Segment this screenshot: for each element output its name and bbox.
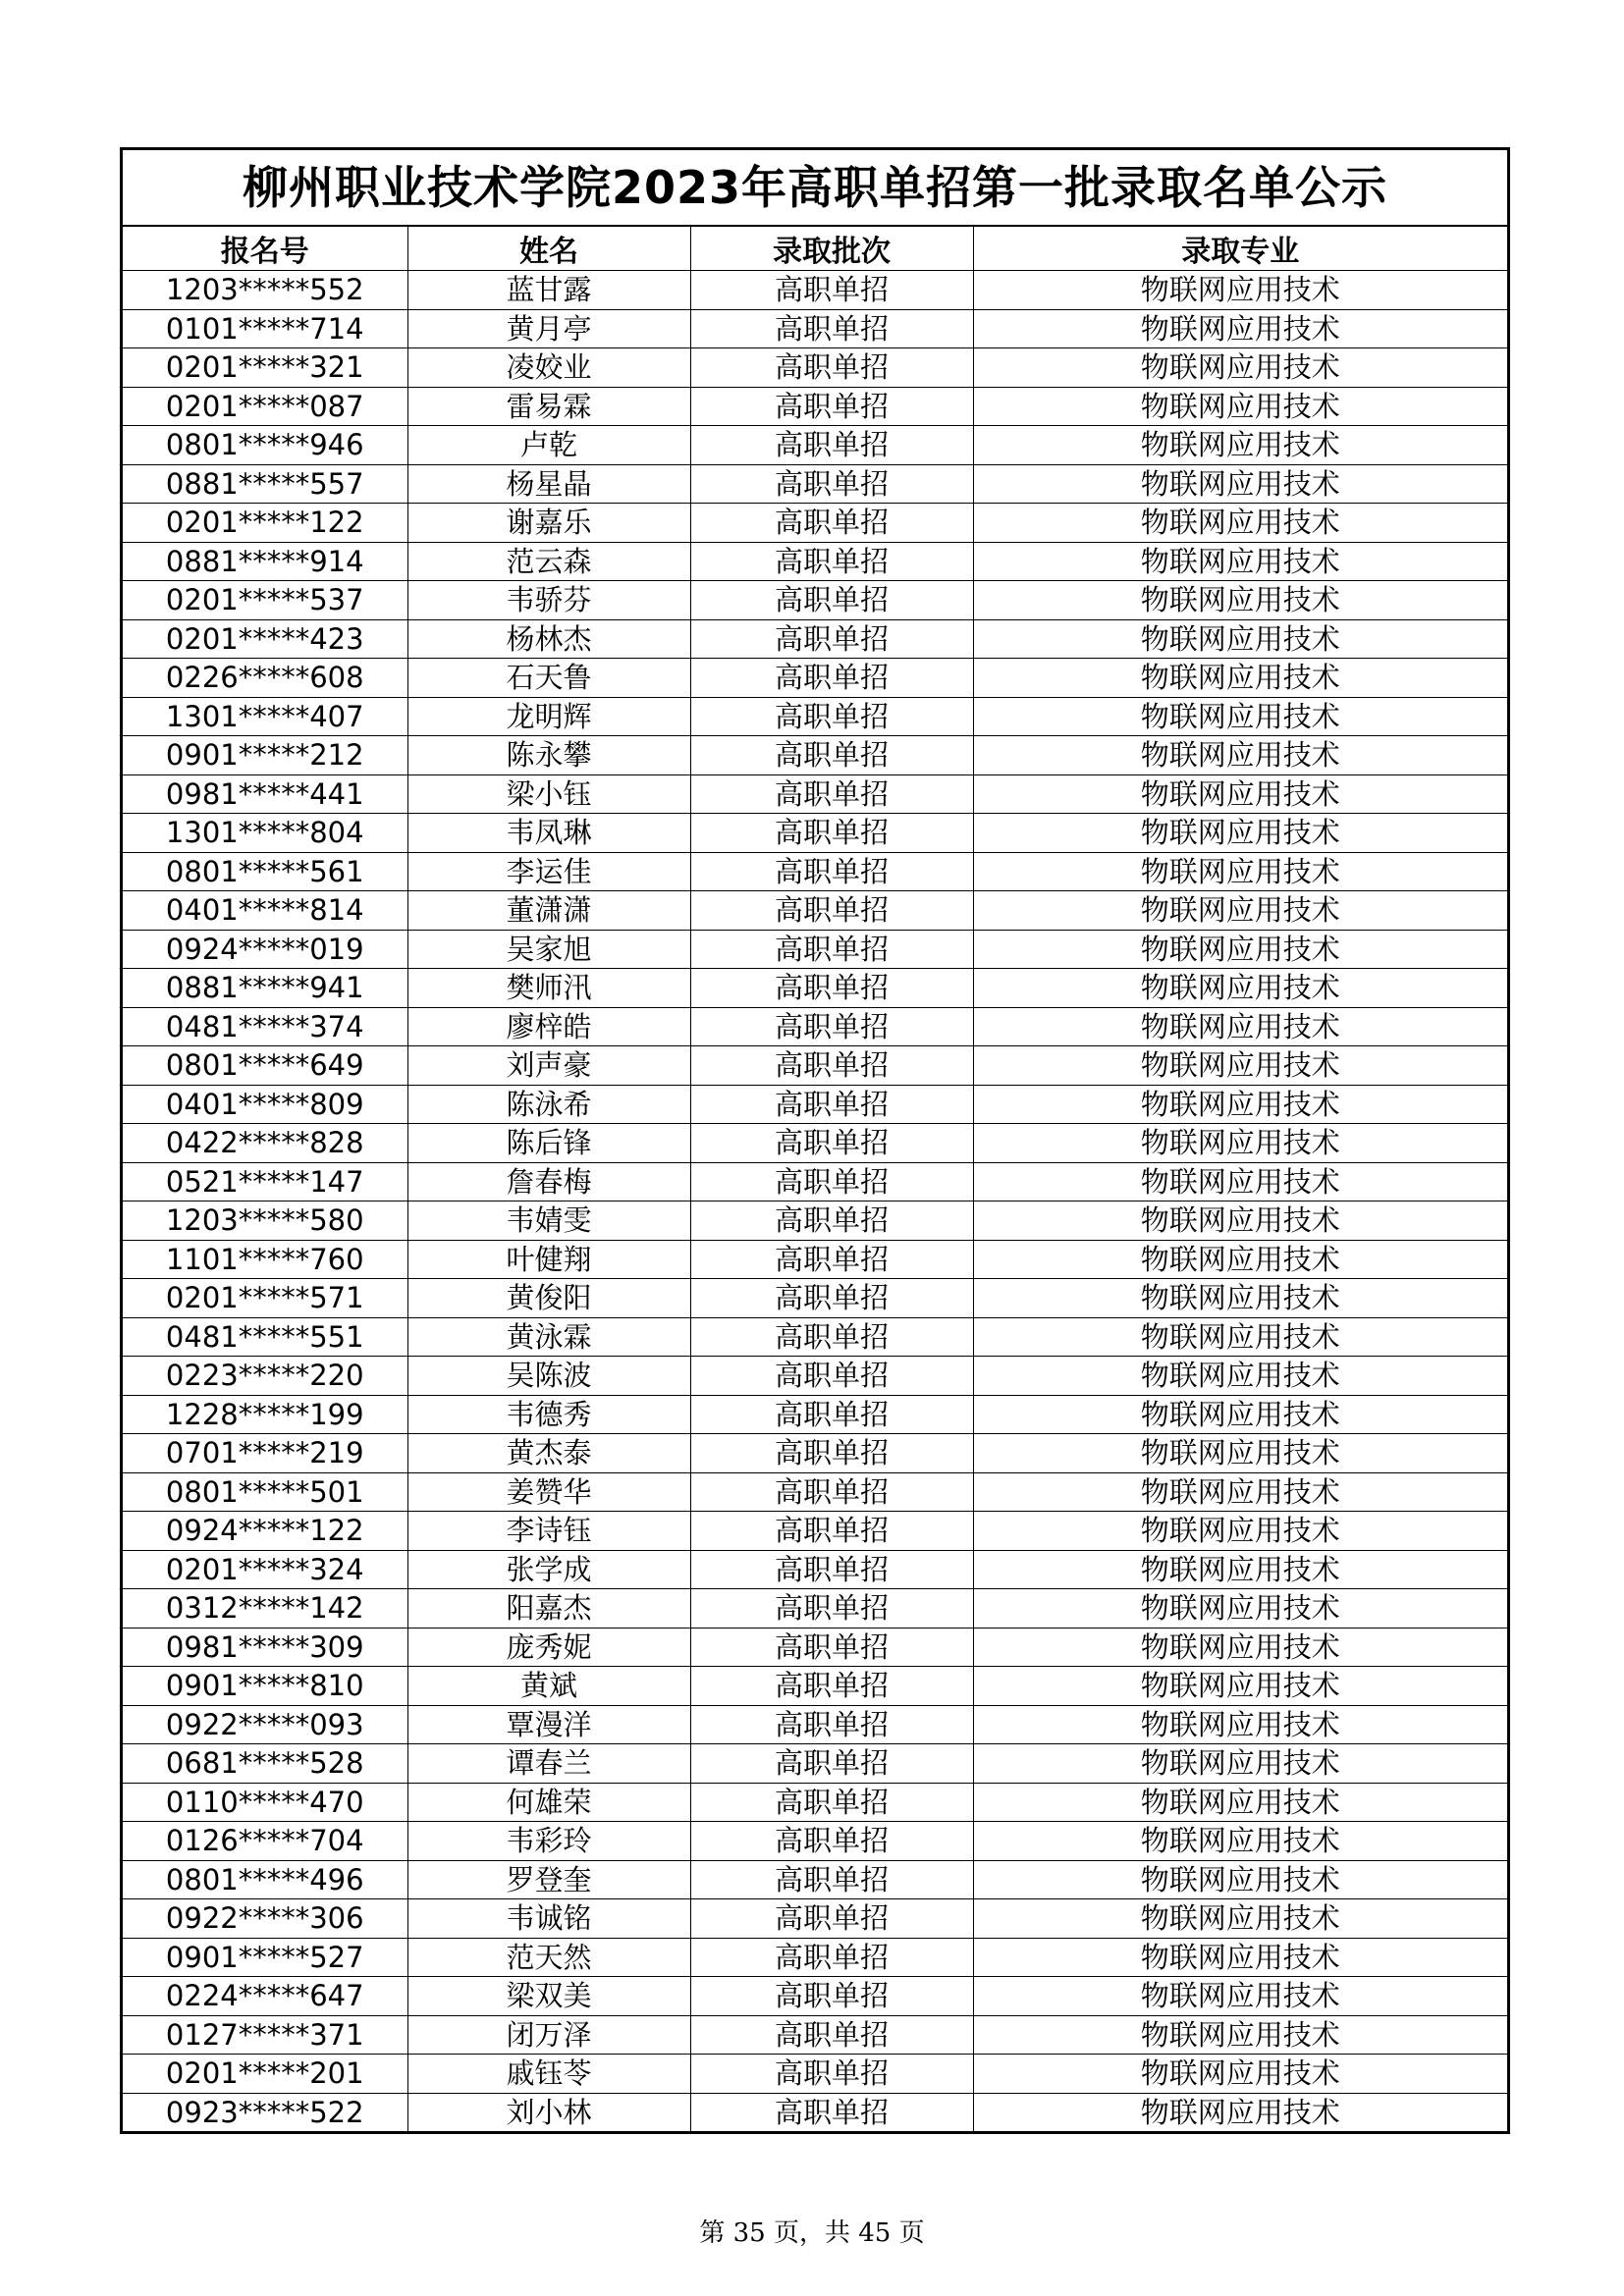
student-name-cell: 陈泳希 [407, 1085, 690, 1124]
registration-number-cell: 0881*****557 [123, 464, 407, 504]
admission-major-cell: 物联网应用技术 [973, 1705, 1507, 1744]
table-row [123, 1783, 1507, 1822]
admission-major-cell: 物联网应用技术 [973, 464, 1507, 504]
admission-major-cell: 物联网应用技术 [973, 930, 1507, 969]
table-row [123, 1279, 1507, 1318]
registration-number-cell: 0127*****371 [123, 2015, 407, 2055]
registration-number-cell: 0401*****814 [123, 891, 407, 931]
admission-major-cell: 物联网应用技术 [973, 426, 1507, 465]
admission-major-cell: 物联网应用技术 [973, 1085, 1507, 1124]
registration-number-cell: 0201*****201 [123, 2055, 407, 2094]
student-name-cell: 黄杰泰 [407, 1434, 690, 1473]
table-row [123, 814, 1507, 853]
admission-major-cell: 物联网应用技术 [973, 697, 1507, 736]
registration-number-cell: 0110*****470 [123, 1783, 407, 1822]
table-row [123, 1589, 1507, 1629]
table-row [123, 464, 1507, 504]
registration-number-cell: 0481*****374 [123, 1007, 407, 1046]
table-header-row [123, 227, 1507, 271]
student-name-cell: 黄俊阳 [407, 1279, 690, 1318]
admission-major-cell: 物联网应用技术 [973, 1667, 1507, 1706]
registration-number-cell: 0312*****142 [123, 1589, 407, 1629]
admission-major-cell: 物联网应用技术 [973, 619, 1507, 659]
student-name-cell: 何雄荣 [407, 1783, 690, 1822]
admission-batch-cell: 高职单招 [690, 2055, 973, 2094]
admission-batch-cell: 高职单招 [690, 891, 973, 931]
student-name-cell: 刘小林 [407, 2093, 690, 2131]
admission-major-cell: 物联网应用技术 [973, 1783, 1507, 1822]
table-row [123, 1472, 1507, 1512]
admission-batch-cell: 高职单招 [690, 1589, 973, 1629]
admission-batch-cell: 高职单招 [690, 852, 973, 891]
admission-batch-cell: 高职单招 [690, 774, 973, 814]
registration-number-cell: 0901*****527 [123, 1938, 407, 1977]
document-title: 柳州职业技术学院2023年高职单招第一批录取名单公示 [123, 150, 1507, 227]
admission-batch-cell: 高职单招 [690, 1240, 973, 1279]
admission-batch-cell: 高职单招 [690, 387, 973, 426]
admission-batch-cell: 高职单招 [690, 1357, 973, 1396]
admission-batch-cell: 高职单招 [690, 1860, 973, 1899]
table-row [123, 1085, 1507, 1124]
admission-batch-cell: 高职单招 [690, 1977, 973, 2016]
admission-major-cell: 物联网应用技术 [973, 1046, 1507, 1086]
admission-batch-cell: 高职单招 [690, 1162, 973, 1201]
admission-major-cell: 物联网应用技术 [973, 1162, 1507, 1201]
registration-number-cell: 0201*****324 [123, 1550, 407, 1589]
admission-major-cell: 物联网应用技术 [973, 659, 1507, 698]
admission-batch-cell: 高职单招 [690, 1317, 973, 1357]
student-name-cell: 罗登奎 [407, 1860, 690, 1899]
admission-batch-cell: 高职单招 [690, 348, 973, 388]
admission-major-cell: 物联网应用技术 [973, 1550, 1507, 1589]
table-row [123, 1899, 1507, 1939]
table-row [123, 930, 1507, 969]
admission-batch-cell: 高职单招 [690, 504, 973, 543]
table-row [123, 504, 1507, 543]
admission-major-cell: 物联网应用技术 [973, 387, 1507, 426]
column-header-admission-batch: 录取批次 [690, 227, 973, 271]
table-row [123, 969, 1507, 1008]
admission-major-cell: 物联网应用技术 [973, 1938, 1507, 1977]
admission-major-cell: 物联网应用技术 [973, 2015, 1507, 2055]
table-row [123, 348, 1507, 388]
table-row [123, 659, 1507, 698]
student-name-cell: 梁小钰 [407, 774, 690, 814]
admission-major-cell: 物联网应用技术 [973, 1240, 1507, 1279]
admission-major-cell: 物联网应用技术 [973, 1822, 1507, 1861]
table-row [123, 1046, 1507, 1086]
admission-major-cell: 物联网应用技术 [973, 504, 1507, 543]
table-row [123, 1705, 1507, 1744]
student-name-cell: 韦彩玲 [407, 1822, 690, 1861]
admission-batch-cell: 高职单招 [690, 697, 973, 736]
admission-major-cell: 物联网应用技术 [973, 2093, 1507, 2131]
table-row [123, 1395, 1507, 1434]
admission-major-cell: 物联网应用技术 [973, 852, 1507, 891]
registration-number-cell: 0923*****522 [123, 2093, 407, 2131]
admission-major-cell: 物联网应用技术 [973, 1434, 1507, 1473]
admission-batch-cell: 高职单招 [690, 1472, 973, 1512]
table-row [123, 736, 1507, 775]
student-name-cell: 董潇潇 [407, 891, 690, 931]
student-name-cell: 雷易霖 [407, 387, 690, 426]
table-row [123, 1667, 1507, 1706]
registration-number-cell: 0924*****019 [123, 930, 407, 969]
table-row [123, 581, 1507, 620]
table-row [123, 2015, 1507, 2055]
student-name-cell: 叶健翔 [407, 1240, 690, 1279]
admission-major-cell: 物联网应用技术 [973, 1279, 1507, 1318]
admission-batch-cell: 高职单招 [690, 1899, 973, 1939]
table-row [123, 1938, 1507, 1977]
registration-number-cell: 0226*****608 [123, 659, 407, 698]
student-name-cell: 韦诚铭 [407, 1899, 690, 1939]
registration-number-cell: 0801*****649 [123, 1046, 407, 1086]
table-body [123, 271, 1507, 2132]
admission-major-cell: 物联网应用技术 [973, 891, 1507, 931]
admission-major-cell: 物联网应用技术 [973, 1628, 1507, 1667]
registration-number-cell: 0901*****810 [123, 1667, 407, 1706]
admission-major-cell: 物联网应用技术 [973, 1124, 1507, 1163]
registration-number-cell: 0201*****571 [123, 1279, 407, 1318]
table-row [123, 387, 1507, 426]
registration-number-cell: 0801*****501 [123, 1472, 407, 1512]
registration-number-cell: 0201*****537 [123, 581, 407, 620]
student-name-cell: 张学成 [407, 1550, 690, 1589]
registration-number-cell: 0224*****647 [123, 1977, 407, 2016]
registration-number-cell: 0481*****551 [123, 1317, 407, 1357]
registration-number-cell: 0201*****087 [123, 387, 407, 426]
column-header-name: 姓名 [407, 227, 690, 271]
admission-batch-cell: 高职单招 [690, 1822, 973, 1861]
student-name-cell: 谢嘉乐 [407, 504, 690, 543]
student-name-cell: 覃漫洋 [407, 1705, 690, 1744]
registration-number-cell: 0981*****309 [123, 1628, 407, 1667]
student-name-cell: 蓝甘露 [407, 271, 690, 310]
table-row [123, 1357, 1507, 1396]
admission-batch-cell: 高职单招 [690, 1395, 973, 1434]
admission-batch-cell: 高职单招 [690, 426, 973, 465]
admission-major-cell: 物联网应用技术 [973, 1744, 1507, 1784]
admission-batch-cell: 高职单招 [690, 1085, 973, 1124]
table-row [123, 309, 1507, 348]
registration-number-cell: 0401*****809 [123, 1085, 407, 1124]
admission-major-cell: 物联网应用技术 [973, 2055, 1507, 2094]
admission-batch-cell: 高职单招 [690, 1705, 973, 1744]
registration-number-cell: 1228*****199 [123, 1395, 407, 1434]
admission-major-cell: 物联网应用技术 [973, 1472, 1507, 1512]
registration-number-cell: 0922*****306 [123, 1899, 407, 1939]
student-name-cell: 李运佳 [407, 852, 690, 891]
registration-number-cell: 0422*****828 [123, 1124, 407, 1163]
student-name-cell: 陈永攀 [407, 736, 690, 775]
admission-major-cell: 物联网应用技术 [973, 736, 1507, 775]
registration-number-cell: 0801*****561 [123, 852, 407, 891]
student-name-cell: 廖梓皓 [407, 1007, 690, 1046]
student-name-cell: 石天鲁 [407, 659, 690, 698]
admission-major-cell: 物联网应用技术 [973, 1899, 1507, 1939]
table-row [123, 1744, 1507, 1784]
table-row [123, 1822, 1507, 1861]
student-name-cell: 黄泳霖 [407, 1317, 690, 1357]
admission-batch-cell: 高职单招 [690, 1512, 973, 1551]
admission-batch-cell: 高职单招 [690, 581, 973, 620]
student-name-cell: 吴家旭 [407, 930, 690, 969]
student-name-cell: 庞秀妮 [407, 1628, 690, 1667]
registration-number-cell: 1301*****804 [123, 814, 407, 853]
table-row [123, 1317, 1507, 1357]
admission-batch-cell: 高职单招 [690, 1550, 973, 1589]
admission-batch-cell: 高职单招 [690, 736, 973, 775]
student-name-cell: 范天然 [407, 1938, 690, 1977]
admission-batch-cell: 高职单招 [690, 1434, 973, 1473]
admission-batch-cell: 高职单招 [690, 619, 973, 659]
admission-batch-cell: 高职单招 [690, 659, 973, 698]
admission-batch-cell: 高职单招 [690, 1007, 973, 1046]
table-row [123, 542, 1507, 581]
registration-number-cell: 0521*****147 [123, 1162, 407, 1201]
student-name-cell: 韦德秀 [407, 1395, 690, 1434]
table-row [123, 1162, 1507, 1201]
page-footer: 第 35 页，共 45 页 [699, 2218, 925, 2248]
column-header-registration-number: 报名号 [123, 227, 407, 271]
admission-batch-cell: 高职单招 [690, 814, 973, 853]
admission-major-cell: 物联网应用技术 [973, 542, 1507, 581]
admission-table [123, 227, 1507, 2131]
registration-number-cell: 0101*****714 [123, 309, 407, 348]
table-row [123, 426, 1507, 465]
registration-number-cell: 1203*****552 [123, 271, 407, 310]
admission-batch-cell: 高职单招 [690, 1046, 973, 1086]
student-name-cell: 姜赞华 [407, 1472, 690, 1512]
admission-batch-cell: 高职单招 [690, 2015, 973, 2055]
table-row [123, 1201, 1507, 1241]
registration-number-cell: 0901*****212 [123, 736, 407, 775]
registration-number-cell: 0981*****441 [123, 774, 407, 814]
student-name-cell: 黄月亭 [407, 309, 690, 348]
student-name-cell: 詹春梅 [407, 1162, 690, 1201]
student-name-cell: 闭万泽 [407, 2015, 690, 2055]
table-row [123, 774, 1507, 814]
student-name-cell: 阳嘉杰 [407, 1589, 690, 1629]
student-name-cell: 黄斌 [407, 1667, 690, 1706]
admission-batch-cell: 高职单招 [690, 309, 973, 348]
admission-batch-cell: 高职单招 [690, 930, 973, 969]
student-name-cell: 梁双美 [407, 1977, 690, 2016]
admission-major-cell: 物联网应用技术 [973, 1977, 1507, 2016]
admission-major-cell: 物联网应用技术 [973, 309, 1507, 348]
student-name-cell: 范云森 [407, 542, 690, 581]
admission-major-cell: 物联网应用技术 [973, 1512, 1507, 1551]
registration-number-cell: 0701*****219 [123, 1434, 407, 1473]
admission-major-cell: 物联网应用技术 [973, 1007, 1507, 1046]
student-name-cell: 吴陈波 [407, 1357, 690, 1396]
admission-batch-cell: 高职单招 [690, 2093, 973, 2131]
registration-number-cell: 0201*****122 [123, 504, 407, 543]
registration-number-cell: 0201*****321 [123, 348, 407, 388]
registration-number-cell: 0223*****220 [123, 1357, 407, 1396]
admission-major-cell: 物联网应用技术 [973, 1357, 1507, 1396]
registration-number-cell: 1101*****760 [123, 1240, 407, 1279]
registration-number-cell: 0801*****496 [123, 1860, 407, 1899]
registration-number-cell: 0922*****093 [123, 1705, 407, 1744]
admission-major-cell: 物联网应用技术 [973, 348, 1507, 388]
admission-major-cell: 物联网应用技术 [973, 774, 1507, 814]
admission-major-cell: 物联网应用技术 [973, 969, 1507, 1008]
student-name-cell: 樊师汛 [407, 969, 690, 1008]
admission-batch-cell: 高职单招 [690, 1124, 973, 1163]
student-name-cell: 卢乾 [407, 426, 690, 465]
admission-major-cell: 物联网应用技术 [973, 1589, 1507, 1629]
admission-major-cell: 物联网应用技术 [973, 1317, 1507, 1357]
registration-number-cell: 0126*****704 [123, 1822, 407, 1861]
student-name-cell: 韦骄芬 [407, 581, 690, 620]
admission-major-cell: 物联网应用技术 [973, 1201, 1507, 1241]
student-name-cell: 韦婧雯 [407, 1201, 690, 1241]
admission-major-cell: 物联网应用技术 [973, 1395, 1507, 1434]
admission-batch-cell: 高职单招 [690, 1744, 973, 1784]
table-row [123, 1977, 1507, 2016]
admission-batch-cell: 高职单招 [690, 1201, 973, 1241]
student-name-cell: 陈后锋 [407, 1124, 690, 1163]
column-header-admission-major: 录取专业 [973, 227, 1507, 271]
admission-batch-cell: 高职单招 [690, 1783, 973, 1822]
table-row [123, 2093, 1507, 2131]
student-name-cell: 谭春兰 [407, 1744, 690, 1784]
table-row [123, 1007, 1507, 1046]
student-name-cell: 杨星晶 [407, 464, 690, 504]
admission-major-cell: 物联网应用技术 [973, 814, 1507, 853]
admission-batch-cell: 高职单招 [690, 1938, 973, 1977]
table-row [123, 619, 1507, 659]
admission-batch-cell: 高职单招 [690, 1667, 973, 1706]
table-row [123, 852, 1507, 891]
table-row [123, 891, 1507, 931]
admission-batch-cell: 高职单招 [690, 1279, 973, 1318]
registration-number-cell: 0201*****423 [123, 619, 407, 659]
registration-number-cell: 0881*****941 [123, 969, 407, 1008]
registration-number-cell: 0924*****122 [123, 1512, 407, 1551]
table-row [123, 271, 1507, 310]
registration-number-cell: 1301*****407 [123, 697, 407, 736]
admission-major-cell: 物联网应用技术 [973, 581, 1507, 620]
student-name-cell: 凌姣业 [407, 348, 690, 388]
admission-batch-cell: 高职单招 [690, 969, 973, 1008]
admission-batch-cell: 高职单招 [690, 1628, 973, 1667]
admission-batch-cell: 高职单招 [690, 464, 973, 504]
admission-batch-cell: 高职单招 [690, 542, 973, 581]
table-row [123, 1860, 1507, 1899]
student-name-cell: 戚钰苓 [407, 2055, 690, 2094]
table-row [123, 2055, 1507, 2094]
table-row [123, 1124, 1507, 1163]
table-row [123, 1550, 1507, 1589]
student-name-cell: 韦凤琳 [407, 814, 690, 853]
admission-major-cell: 物联网应用技术 [973, 1860, 1507, 1899]
admission-major-cell: 物联网应用技术 [973, 271, 1507, 310]
registration-number-cell: 0881*****914 [123, 542, 407, 581]
table-row [123, 1628, 1507, 1667]
admission-batch-cell: 高职单招 [690, 271, 973, 310]
registration-number-cell: 1203*****580 [123, 1201, 407, 1241]
table-row [123, 1512, 1507, 1551]
student-name-cell: 杨林杰 [407, 619, 690, 659]
student-name-cell: 龙明辉 [407, 697, 690, 736]
student-name-cell: 李诗钰 [407, 1512, 690, 1551]
admission-list-table-container [120, 147, 1510, 2134]
table-row [123, 1240, 1507, 1279]
table-row [123, 697, 1507, 736]
student-name-cell: 刘声豪 [407, 1046, 690, 1086]
table-row [123, 1434, 1507, 1473]
registration-number-cell: 0681*****528 [123, 1744, 407, 1784]
registration-number-cell: 0801*****946 [123, 426, 407, 465]
